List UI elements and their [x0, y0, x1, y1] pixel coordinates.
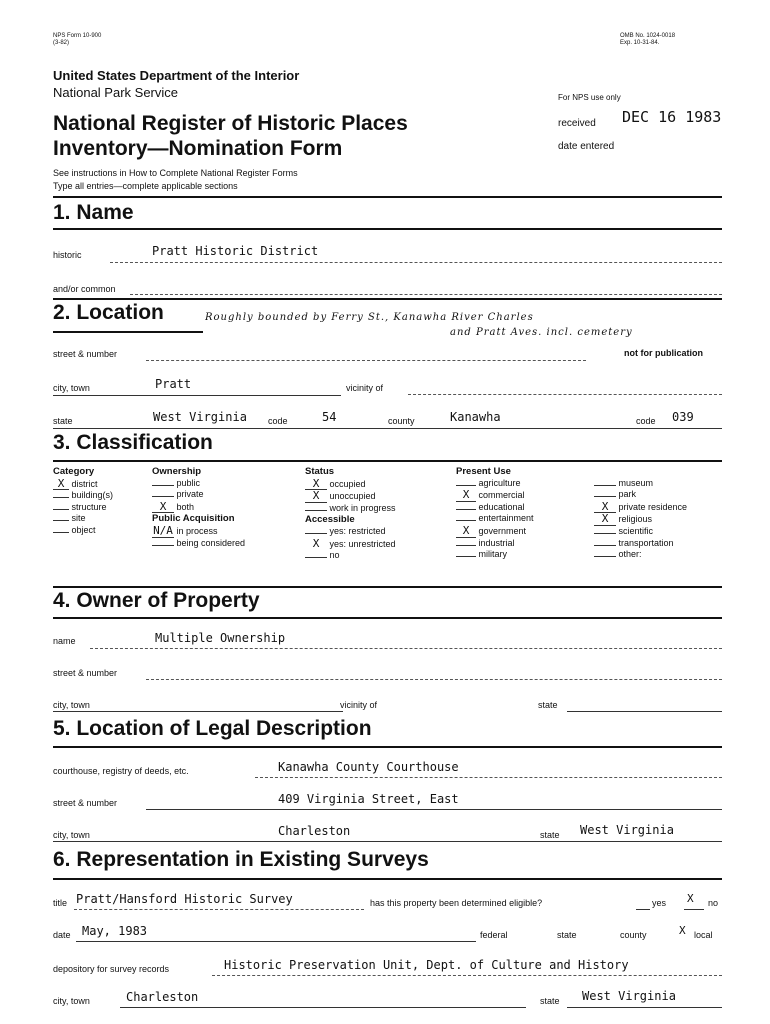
survey-title-label: title	[53, 898, 68, 908]
checkbox-row[interactable]: building(s)	[53, 490, 148, 502]
present-use-column-right	[594, 478, 724, 561]
historic-label: historic	[53, 250, 82, 260]
category-heading: Category	[53, 466, 95, 477]
checkbox-row[interactable]: X private residence	[594, 501, 724, 514]
present-use-heading: Present Use	[456, 466, 511, 477]
county-label: county	[388, 416, 415, 426]
county-value[interactable]: Kanawha	[450, 410, 501, 424]
checkbox-row[interactable]: X religious	[594, 513, 724, 526]
checkbox-row[interactable]: site	[53, 513, 148, 525]
owner-city-label: city, town	[53, 700, 90, 710]
checkbox-row[interactable]: park	[594, 489, 724, 501]
legal-street-label: street & number	[53, 798, 118, 808]
checkbox-row[interactable]: educational	[456, 502, 596, 514]
checkbox-row[interactable]: work in progress	[305, 503, 455, 515]
survey-date-label: date	[53, 930, 71, 940]
legal-street-value[interactable]: 409 Virginia Street, East	[278, 792, 459, 806]
courthouse-label: courthouse, registry of deeds, etc.	[53, 766, 189, 776]
checkbox-row[interactable]: yes: restricted	[305, 526, 455, 538]
state-code-label: code	[268, 416, 288, 426]
form-title-line2: Inventory—Nomination Form	[53, 137, 343, 160]
level-federal[interactable]: federal	[480, 930, 508, 940]
legal-city-value[interactable]: Charleston	[278, 824, 351, 838]
section-3-title: 3. Classification	[53, 431, 213, 454]
present-use-column-left	[456, 466, 596, 561]
section-rule	[53, 298, 722, 300]
eligible-question: has this property been determined eligible?	[370, 898, 543, 908]
received-label: received	[558, 118, 596, 129]
checkbox-row[interactable]: X commercial	[456, 489, 596, 502]
county-code-value[interactable]: 039	[672, 410, 694, 424]
checkbox-row[interactable]: museum	[594, 478, 724, 490]
state-code-value[interactable]: 54	[322, 410, 337, 424]
state-label: state	[53, 416, 73, 426]
ownership-column	[152, 466, 302, 549]
section-rule	[53, 228, 722, 230]
state-value[interactable]: West Virginia	[153, 410, 247, 424]
location-handwritten-line1: Roughly bounded by Ferry St., Kanawha River Charles	[205, 312, 534, 323]
owner-name-value[interactable]: Multiple Ownership	[155, 631, 286, 645]
accessible-heading: Accessible	[305, 514, 355, 526]
depository-state-label: state	[540, 996, 560, 1006]
city-town-value[interactable]: Pratt	[155, 377, 192, 391]
vicinity-label: vicinity of	[346, 383, 384, 393]
checkbox-row[interactable]: being considered	[152, 538, 302, 550]
checkbox-row[interactable]: structure	[53, 502, 148, 514]
city-town-label: city, town	[53, 383, 90, 393]
not-for-publication: not for publication	[624, 348, 703, 358]
form-title-line1: National Register of Historic Places	[53, 112, 408, 135]
depository-city-value[interactable]: Charleston	[126, 990, 199, 1004]
checkbox-row[interactable]: private	[152, 489, 302, 501]
eligible-no-mark[interactable]: X	[687, 892, 694, 905]
acquisition-heading: Public Acquisition	[152, 513, 235, 525]
checkbox-row[interactable]: scientific	[594, 526, 724, 538]
checkbox-row[interactable]: N/A in process	[153, 523, 218, 537]
checkbox-row[interactable]: no	[305, 550, 455, 562]
form-number: NPS Form 10-900 (3-82)	[53, 33, 102, 46]
ownership-heading: Ownership	[152, 466, 202, 477]
county-code-label: code	[636, 416, 656, 426]
instructions-line1: See instructions in How to Complete National Register Forms	[53, 168, 298, 178]
instructions-line2: Type all entries—complete applicable sections	[53, 181, 238, 191]
historic-value[interactable]: Pratt Historic District	[152, 244, 319, 258]
agency-name: National Park Service	[53, 85, 178, 100]
legal-city-label: city, town	[53, 830, 90, 840]
checkbox-row[interactable]: X occupied	[305, 478, 455, 491]
checkbox-row[interactable]: military	[456, 549, 596, 561]
section-5-title: 5. Location of Legal Description	[53, 717, 372, 740]
checkbox-row[interactable]: public	[152, 478, 302, 490]
street-number-label: street & number	[53, 349, 118, 359]
checkbox-row[interactable]: object	[53, 525, 148, 537]
section-6-title: 6. Representation in Existing Surveys	[53, 848, 429, 871]
section-rule	[53, 617, 722, 619]
legal-state-value[interactable]: West Virginia	[580, 823, 674, 837]
checkbox-row[interactable]: X unoccupied	[305, 490, 455, 503]
department-name: United States Department of the Interior	[53, 68, 300, 83]
checkbox-row[interactable]: X government	[456, 525, 596, 538]
section-rule	[53, 746, 722, 748]
section-1-title: 1. Name	[53, 201, 134, 224]
checkbox-row[interactable]: industrial	[456, 538, 596, 550]
section-rule	[53, 196, 722, 198]
received-stamp: DEC 16 1983	[622, 108, 722, 126]
status-column	[305, 466, 455, 562]
location-handwritten-line2: and Pratt Aves. incl. cemetery	[450, 327, 633, 338]
section-2-title: 2. Location	[53, 301, 164, 324]
owner-vicinity-label: vicinity of	[340, 700, 378, 710]
section-rule	[53, 586, 722, 588]
owner-state-label: state	[538, 700, 558, 710]
survey-title-value[interactable]: Pratt/Hansford Historic Survey	[76, 892, 293, 906]
legal-state-label: state	[540, 830, 560, 840]
courthouse-value[interactable]: Kanawha County Courthouse	[278, 760, 459, 774]
checkbox-row[interactable]: X yes: unrestricted	[312, 536, 396, 550]
owner-name-label: name	[53, 636, 76, 646]
level-local[interactable]: local	[694, 930, 713, 940]
common-name-label: and/or common	[53, 284, 116, 294]
level-county[interactable]: county	[620, 930, 647, 940]
checkbox-row[interactable]: X both	[152, 501, 302, 514]
checkbox-row[interactable]: X district	[53, 478, 148, 491]
level-local-mark[interactable]: X	[679, 924, 686, 937]
omb-number: OMB No. 1024-0018 Exp. 10-31-84.	[620, 33, 676, 46]
section-rule	[53, 460, 722, 462]
checkbox-row[interactable]: entertainment	[456, 513, 596, 525]
eligible-no-label[interactable]: no	[708, 898, 719, 908]
category-column	[53, 466, 148, 537]
nps-use-only: For NPS use only	[558, 93, 621, 102]
depository-label: depository for survey records	[53, 964, 170, 974]
checkbox-row[interactable]: agriculture	[456, 478, 596, 490]
depository-city-label: city, town	[53, 996, 90, 1006]
section-4-title: 4. Owner of Property	[53, 589, 260, 612]
status-heading: Status	[305, 466, 335, 477]
level-state[interactable]: state	[557, 930, 577, 940]
survey-date-value[interactable]: May, 1983	[82, 924, 148, 938]
date-entered-label: date entered	[558, 141, 615, 152]
owner-street-label: street & number	[53, 668, 118, 678]
depository-value[interactable]: Historic Preservation Unit, Dept. of Culture and History	[224, 958, 629, 972]
depository-state-value[interactable]: West Virginia	[582, 989, 676, 1003]
checkbox-row[interactable]: transportation	[594, 538, 724, 550]
checkbox-row[interactable]: other:	[594, 549, 724, 561]
section-rule	[53, 878, 722, 880]
eligible-yes-label[interactable]: yes	[652, 898, 667, 908]
